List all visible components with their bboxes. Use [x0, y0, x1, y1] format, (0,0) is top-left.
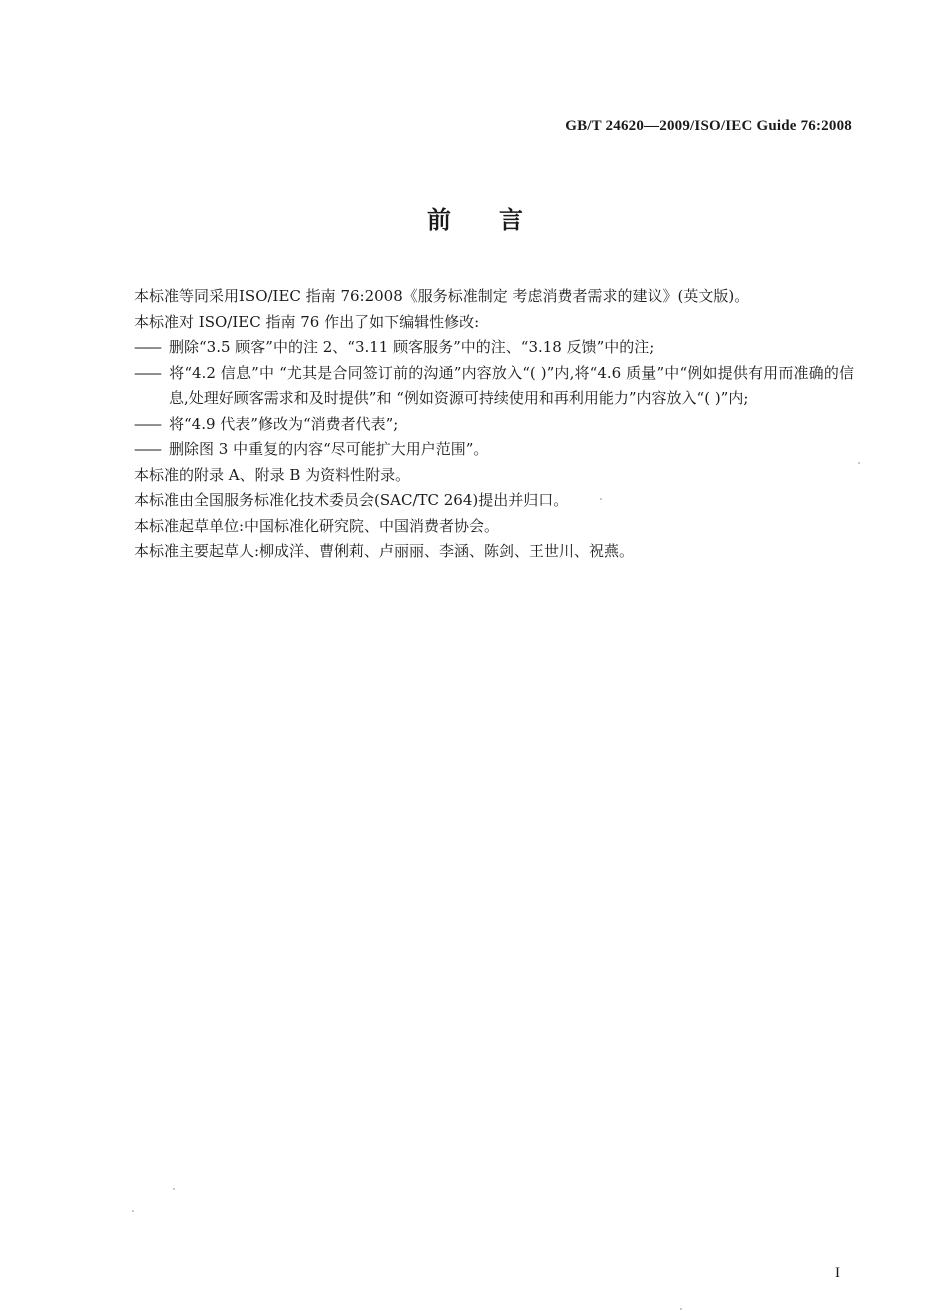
dash-marker: ——	[134, 440, 160, 458]
list-item-text: 将“4.2 信息”中 “尤其是合同签订前的沟通”内容放入“( )”内,将“4.6 质量”中“例如提供有用而准确的信息,处理好顾客需求和及时提供”和 “例如资源可持续使用和再利用能力”内容放入“( )”内;	[169, 363, 854, 407]
paragraph-adoption: 本标准等同采用ISO/IEC 指南 76:2008《服务标准制定 考虑消费者需求的建议》(英文版)。	[134, 287, 750, 305]
scan-speck	[132, 1210, 134, 1212]
list-item-text: 删除图 3 中重复的内容“尽可能扩大用户范围”。	[169, 440, 489, 458]
paragraph-drafting-units: 本标准起草单位:中国标准化研究院、中国消费者协会。	[134, 516, 500, 535]
page-title: 前言	[427, 206, 571, 234]
dash-marker: ——	[134, 338, 160, 356]
scan-speck	[858, 462, 860, 464]
list-item-text: 将“4.9 代表”修改为“消费者代表”;	[169, 414, 399, 433]
paragraph-proposer: 本标准由全国服务标准化技术委员会(SAC/TC 264)提出并归口。	[134, 491, 569, 509]
paragraph-drafters: 本标准主要起草人:柳成洋、曹俐莉、卢丽丽、李涵、陈剑、王世川、祝燕。	[134, 542, 635, 560]
scan-speck	[600, 498, 602, 500]
scan-speck	[680, 1308, 682, 1310]
list-item	[134, 412, 854, 438]
paragraph-annexes: 本标准的附录 A、附录 B 为资料性附录。	[134, 465, 411, 484]
dash-marker: ——	[134, 414, 160, 433]
foreword-body	[134, 284, 854, 565]
dash-marker: ——	[134, 363, 160, 382]
standard-code-header: GB/T 24620—2009/ISO/IEC Guide 76:2008	[565, 118, 852, 134]
list-item	[134, 361, 854, 412]
paragraph-modifications-intro: 本标准对 ISO/IEC 指南 76 作出了如下编辑性修改:	[134, 312, 480, 331]
list-item-text: 删除“3.5 顾客”中的注 2、“3.11 顾客服务”中的注、“3.18 反馈”中的注;	[169, 338, 655, 356]
list-item	[134, 437, 854, 463]
scan-speck	[173, 1188, 175, 1190]
list-item	[134, 335, 854, 361]
page-number: I	[835, 1265, 840, 1281]
